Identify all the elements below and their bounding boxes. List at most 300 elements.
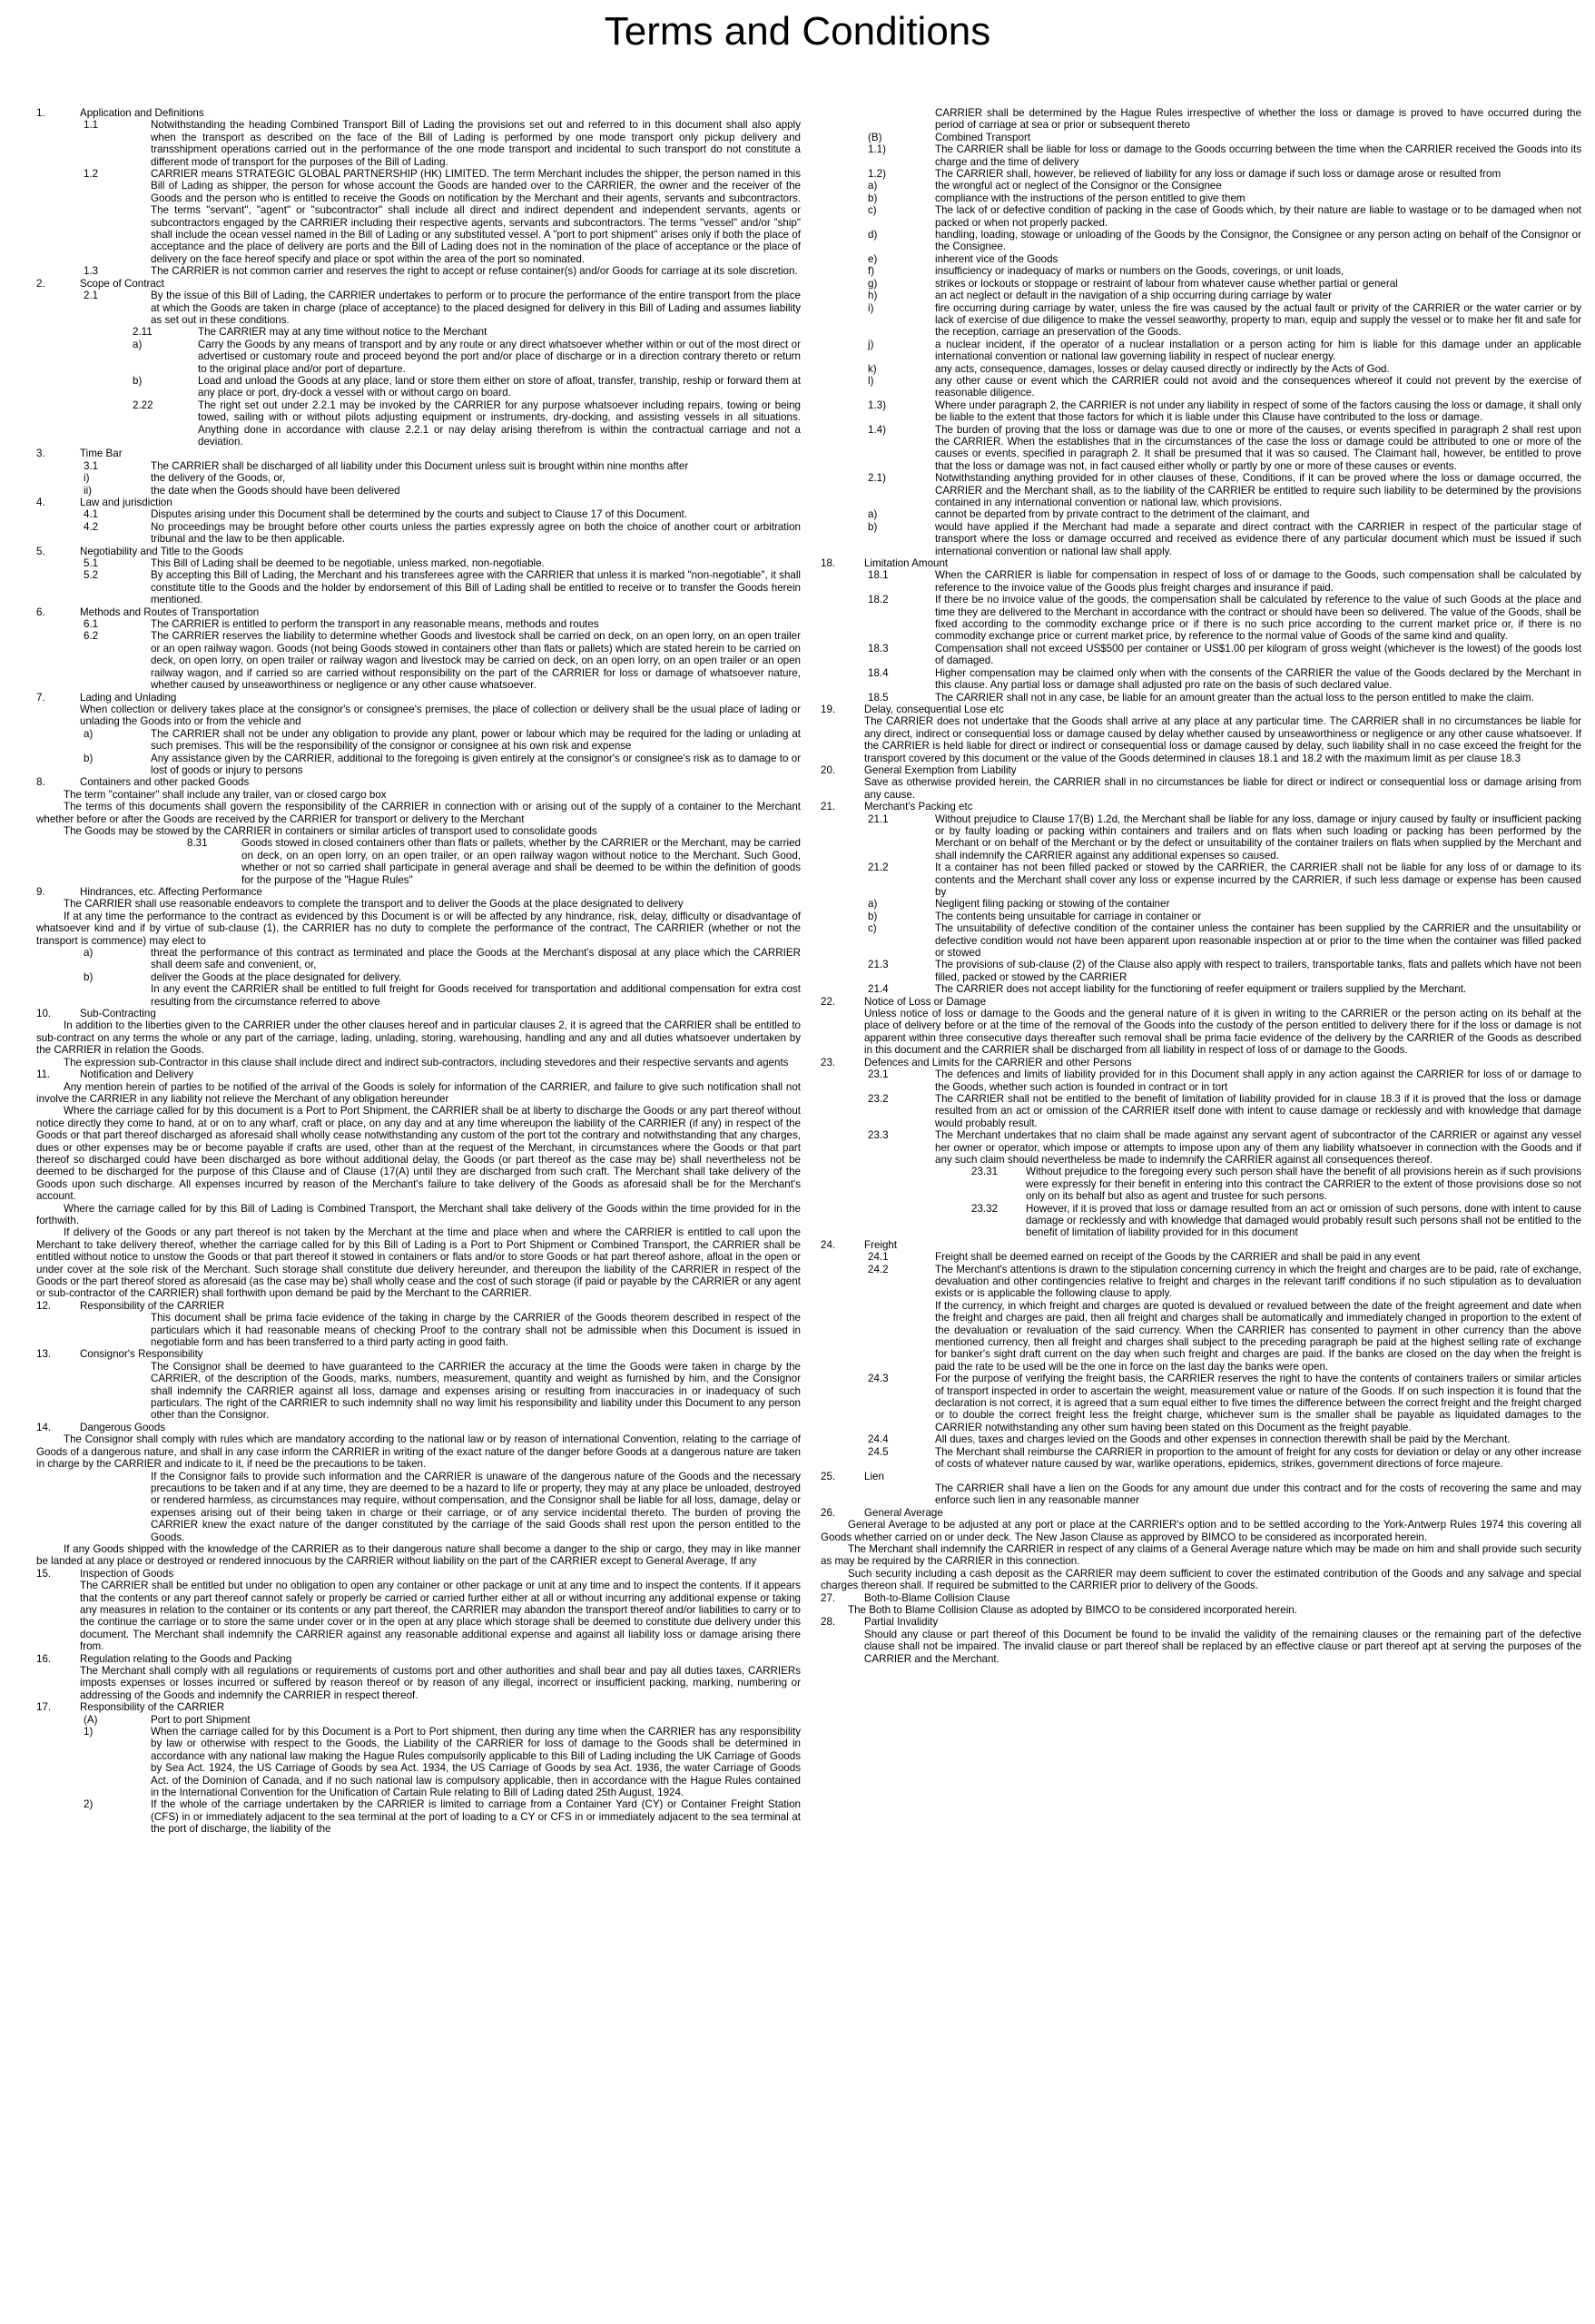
clause-number: j) <box>868 338 874 350</box>
clause-number: 6. <box>36 606 45 618</box>
clause-item <box>821 594 1581 643</box>
clause-item <box>821 1008 1581 1057</box>
clause-text: deliver the Goods at the place designated for delivery. <box>151 970 402 983</box>
clause-text: All dues, taxes and charges levied on the Goods and other expenses in connection therewith shall be paid by the Merchant. <box>935 1433 1511 1446</box>
clause-text: the wrongful act or neglect of the Consignor or the Consignee <box>935 180 1222 192</box>
clause-text: General Exemption from Liability <box>864 763 1017 776</box>
clause-text: The CARRIER shall, however, be relieved of liability for any loss or damage if such loss or damage arose or resulted from <box>935 168 1501 181</box>
clause-text: Freight <box>864 1238 898 1251</box>
clause-text: threat the performance of this contract as terminated and place the Goods at the Merchant's disposal at any place which the CARRIER shall deem safe and convenient, or, <box>151 947 801 971</box>
clause-number: 18.4 <box>868 666 889 679</box>
clause-number: b) <box>868 192 878 204</box>
clause-text: By the issue of this Bill of Lading, the CARRIER undertakes to perform or to procure the performance of the entire transport from the place at which the Goods are taken in charge (place of acceptance) to the placed designed for delivery in this Bill of Lading and assumes liability as set out in these conditions. <box>151 290 801 326</box>
clause-item <box>821 1604 1581 1616</box>
clause-text: would have applied if the Merchant had made a separate and direct contract with the CARRIER in respect of the particular stage of transport where the loss or damage occurred and received as evidence there of any particular document which must be issued if such international convention or national law shall apply. <box>935 520 1581 557</box>
clause-item <box>36 339 801 375</box>
clause-text: Should any clause or part thereof of this Document be found to be invalid the validity of the remaining clauses or the remaining part of the defective clause shall not be impaired. The invalid clause or part thereof shall be replaced by an effective clause or part thereof apt at serving the purposes of the CARRIER and the Merchant. <box>864 1628 1581 1665</box>
clause-number: 10. <box>36 1008 52 1020</box>
clause-item <box>821 290 1581 301</box>
clause-item <box>821 265 1581 277</box>
clause-number: 17. <box>36 1701 52 1714</box>
clause-text: Notwithstanding the heading Combined Transport Bill of Lading the provisions set out and referred to in this document shall also apply when the transport as described on the face of the Bill of Lading is performed by one mode transport only pickup delivery and transshipment operations carried out in the performance of the one mode transport and incidental to such transport do not constitute a different mode of transport for the purposes of the Bill of Lading. <box>151 119 801 168</box>
clause-number: g) <box>868 277 878 290</box>
clause-item <box>821 278 1581 290</box>
clause-number: 23.32 <box>971 1202 999 1215</box>
clause-text: The CARRIER does not accept liability for the functioning of reefer equipment or trailers supplied by the Merchant. <box>935 983 1467 996</box>
clause-text: The Consignor shall be deemed to have guaranteed to the CARRIER the accuracy at the time the Goods were taken in charge by the CARRIER, of the description of the Goods, marks, numbers, measurement, quantity and weight as furnished by him, and the Consignor shall indemnify the CARRIER against all loss, damage and expenses arising or resulting from inaccuracies in or inadequacy of such particulars. The right of the CARRIER to such indemnity shall no way limit his responsibility and liability under this Document to any person other than the Consignor. <box>151 1360 801 1422</box>
clause-item <box>821 801 1581 812</box>
clause-text: an act neglect or default in the navigation of a ship occurring during carriage by water <box>935 290 1332 302</box>
clause-item <box>821 1251 1581 1263</box>
clause-item <box>821 1446 1581 1471</box>
clause-text: The defences and limits of liability provided for in this Document shall apply in any action against the CARRIER for loss of or damage to the Goods, whether such action is founded in contract or in tort <box>935 1068 1581 1093</box>
clause-text: Where the carriage called for by this Bill of Lading is Combined Transport, the Merchant shall take delivery of the Goods within the time provided for in the forthwith. <box>36 1202 801 1226</box>
clause-text: However, if it is proved that loss or damage resulted from an act or omission of such persons, done with intent to cause damage or recklessly and with knowledge that damaged would probably result such persons shall not be entitled to the benefit of limitation of liability provided for in this document <box>1026 1202 1581 1239</box>
clause-text: The Merchant undertakes that no claim shall be made against any servant agent of subcontractor of the CARRIER or against any vessel her owner or operator, which impose or attempts to impose upon any of them any liability whatsoever in connection with the Goods and if any such claim should nevertheless be made to indemnify the CARRIER against all consequences thereof. <box>935 1129 1581 1166</box>
clause-text: Where under paragraph 2, the CARRIER is not under any liability in respect of some of the factors causing the loss or damage, it shall only be liable to the extent that those factors for which it is liable under this Clause have contributed to the loss or damage. <box>935 399 1581 424</box>
clause-item <box>36 1300 801 1312</box>
clause-text: The term "container" shall include any trailer, van or closed cargo box <box>64 788 387 801</box>
clause-item <box>36 692 801 704</box>
clause-item <box>821 1203 1581 1239</box>
clause-item <box>821 472 1581 508</box>
clause-text: By accepting this Bill of Lading, the Merchant and his transferees agree with the CARRIER that unless it is marked "non-negotiable", it shall constitute title to the Goods and the holder by endorsement of this Bill of Lading shall be entitled to receive or to transfer the Goods herein mentioned. <box>151 569 801 606</box>
clause-item <box>821 1568 1581 1592</box>
clause-item <box>821 1264 1581 1300</box>
clause-item <box>821 776 1581 801</box>
clause-number: b) <box>868 520 878 533</box>
clause-text: Negotiability and Title to the Goods <box>80 545 243 557</box>
clause-item <box>821 375 1581 399</box>
clause-text: The CARRIER shall not in any case, be liable for an amount greater than the actual loss to the person entitled to make the claim. <box>935 691 1534 704</box>
clause-item <box>36 753 801 777</box>
left-column <box>36 107 801 1836</box>
clause-item <box>821 557 1581 569</box>
clause-text: Application and Definitions <box>80 107 204 119</box>
clause-text: Freight shall be deemed earned on receipt of the Goods by the CARRIER and shall be paid in any event <box>935 1251 1421 1264</box>
clause-text: Sub-Contracting <box>80 1008 156 1020</box>
clause-text: If at any time the performance to the contract as evidenced by this Document is or will be affected by any hindrance, risk, delay, difficulty or disadvantage of whatsoever kind and if by virtue of sub-clause (1), the CARRIER has no duty to complete the performance of the contract, The CARRIER (whether or not the transport is commence) may elect to <box>36 910 801 947</box>
clause-text: CARRIER means STRATEGIC GLOBAL PARTNERSHIP (HK) LIMITED. The term Merchant includes the shipper, the person named in this Bill of Lading as shipper, the person for whose account the Goods are handed over to the CARRIER, the owner and the receiver of the Goods and the person who is entitled to receive the Goods on notification by the Merchant and their agents, servants and subcontractors. The terms "servant", "agent" or "subcontractor" shall include all direct and indirect dependent and independent servants, agents or subcontractors engaged by the CARRIER including their respective agents, servants and subcontractors. The terms "vessel" and/or "ship" shall include the ocean vessel named in the Bill of Lading or any substituted vessel. A "port to port shipment" arises only if both the place of acceptance and the place of delivery are ports and the Bill of Lading does not in the nomination of the place of acceptance or the place of delivery on the face hereof specify and place or spot within the area of the port so nominated. <box>151 168 801 265</box>
clause-text: No proceedings may be brought before other courts unless the parties expressly agree on both the choice of another court or arbitration tribunal and the law to be then applicable. <box>151 520 801 546</box>
clause-number: 22. <box>821 995 836 1008</box>
clause-text: If the whole of the carriage undertaken by the CARRIER is limited to carriage from a Container Yard (CY) or Container Freight Station (CFS) in or immediately adjacent to the sea terminal at the port of loading to a CY or CFS in or immediately adjacent to the sea terminal at the port of discharge, the liability of the <box>151 1798 801 1836</box>
clause-item <box>821 253 1581 265</box>
clause-number: 5.1 <box>84 557 99 570</box>
clause-text: Goods stowed in closed containers other than flats or pallets, whether by the CARRIER or the Merchant, may be carried on deck, on an open lorry, on an open trailer, or an open railway wagon without notice to the Merchant. Such Good, whether or not so carried shall participate in general average and shall be deemed to be within the definition of goods for the purpose of the "Hague Rules" <box>241 837 801 886</box>
clause-number: b) <box>84 970 94 983</box>
clause-number: 9. <box>36 886 45 898</box>
clause-item <box>36 728 801 753</box>
clause-text: The Consignor shall comply with rules which are mandatory according to the national law or by reason of international Convention, relating to the carriage of Goods of a dangerous nature, and shall in any case inform the CARRIER in writing of the exact nature of the danger before Goods at a dangerous nature are taken in charge by the CARRIER and indicate to it, if need be the precautions to be taken. <box>36 1433 801 1471</box>
clause-item <box>36 971 801 983</box>
clause-number: 26. <box>821 1506 836 1519</box>
clause-item <box>36 485 801 497</box>
clause-number: 1.1 <box>84 119 99 132</box>
clause-text: Partial Invalidity <box>864 1616 939 1629</box>
clause-item <box>36 546 801 557</box>
clause-number: b) <box>84 752 94 764</box>
clause-text: cannot be departed from by private contract to the detriment of the claimant, and <box>935 508 1310 521</box>
clause-number: f) <box>868 265 875 278</box>
clause-item <box>36 1433 801 1470</box>
clause-text: When the carriage called for by this Document is a Port to Port shipment, then during any time when the CARRIER has any responsibility by law or otherwise with respect to the Goods, the Liability of the CARRIER for loss of damage to the Goods shall be determined in accordance with any national law making the Hague Rules compulsorily applicable to this Bill of Lading including the UK Carriage of Goods by Sea Act. 1924, the US Carriage of Goods by sea Act. 1934, the US Carriage of Goods by sea Act. 1936, the water Carriage of Goods Act. of the Dominion of Canada, and if no such national law is compulsory applicable, then in accordance with the Hague Rules contained in the International Convention for the Unification of Cartain Rule relating to Bill of Lading dated 25th August, 1924. <box>151 1726 801 1799</box>
clause-item <box>36 399 801 448</box>
clause-number: 21.4 <box>868 983 889 996</box>
clause-number: 1.4) <box>868 423 886 436</box>
clause-item <box>821 1093 1581 1129</box>
clause-item <box>821 862 1581 898</box>
clause-number: 1.3) <box>868 399 886 411</box>
clause-number: 1) <box>84 1726 94 1738</box>
clause-item <box>821 180 1581 192</box>
clause-item <box>36 448 801 459</box>
clause-text: The burden of proving that the loss or damage was due to one or more of the causes, or events specified in paragraph 2 shall rest upon the CARRIER. When the establishes that in the circumstances of the case the loss or damage could be attributed to one or more of the causes or events, specified in paragraph 2. It shall be presumed that it was so caused. The Claimant hall, however, be entitled to prove that the loss or damage was not, in fact caused either wholly or partly by one or more of these causes or events. <box>935 423 1581 472</box>
clause-number: 1.2 <box>84 168 99 181</box>
clause-item <box>821 911 1581 922</box>
clause-item <box>36 521 801 546</box>
clause-item <box>36 1312 801 1348</box>
clause-text: Without prejudice to Clause 17(B) 1.2d, the Merchant shall be liable for any loss, damage or injury caused by faulty or insufficient packing or by faulty loading or packing within containers and trailers and on flats when such loading or packing has been performed by the Merchant or on behalf of the Merchant or by the defect or unsuitability of the container trailers on flats when supplied by the Merchant and shall indemnify the CARRIER against any additional expenses so caused. <box>935 812 1581 862</box>
clause-text: any other cause or event which the CARRIER could not avoid and the consequences whereof it could not prevent by the exercise of reasonable diligence. <box>935 374 1581 399</box>
clause-item <box>821 996 1581 1008</box>
clause-item <box>821 764 1581 776</box>
clause-number: 6.2 <box>84 630 99 643</box>
clause-text: In any event the CARRIER shall be entitled to full freight for Goods received for transportation and additional compensation for extra cost resulting from the circumstance referred to above <box>151 983 801 1008</box>
clause-number: k) <box>868 362 877 375</box>
clause-number: 2. <box>36 277 45 290</box>
clause-item <box>36 1714 801 1726</box>
clause-text: Load and unload the Goods at any place, land or store them either on store of afloat, transfer, tranship, reship or forward them at any place or port, dry-dock a vessel with or without cargo on board. <box>198 374 801 399</box>
clause-number: 15. <box>36 1567 52 1580</box>
clause-item <box>821 339 1581 363</box>
clause-item <box>36 704 801 728</box>
clause-number: b) <box>133 374 143 387</box>
clause-text: The CARRIER reserves the liability to determine whether Goods and livestock shall be carried on deck, on an open lorry, on an open trailer or an open railway wagon. Goods (not being Goods stowed in containers other than flats or pallets) which are stated herein to be carried on deck, on open lorry, on open trailer or railway wagon and livestock may be carried on deck, on an open lorry, on an open trailer or an open railway wagon, and if carried so are carried without responsibility on the part of the CARRIER for loss or damage of whatsoever nature, whether caused by unseaworthiness or negligence or any other cause whatsoever. <box>151 630 801 692</box>
clause-text: The CARRIER shall be discharged of all liability under this Document unless suit is brought within nine months after <box>151 459 689 472</box>
clause-text: Negligent filing packing or stowing of the container <box>935 898 1170 911</box>
clause-text: The terms of this documents shall govern the responsibility of the CARRIER in connection with or arising out of the supply of a container to the Merchant whether before or after the Goods are received by the CARRIER for transport or delivery to the Merchant <box>36 801 801 825</box>
clause-item <box>821 1507 1581 1519</box>
right-column <box>821 107 1581 1665</box>
clause-item <box>36 1057 801 1068</box>
clause-number: 8.31 <box>187 837 208 850</box>
clause-item <box>821 1068 1581 1093</box>
clause-item <box>821 569 1581 594</box>
clause-item <box>821 715 1581 764</box>
clause-text: The CARRIER does not undertake that the Goods shall arrive at any place at any particular time. The CARRIER shall in no circumstances be liable for any direct, indirect or consequential loss or damage caused by delay whether caused by unseaworthiness or negligence or any other cause whatsoever. If the CARRIER is held liable for direct or indirect or consequential loss or damage caused by delay, such liability shall in no case exceed the freight for the transport covered by this document or the value of the Goods determined in clauses 18.1 and 18.2 with the maximum limit as per clause 18.3 <box>864 715 1581 764</box>
clause-text: This document shall be prima facie evidence of the taking in charge by the CARRIER of the Goods theorem described in respect of the particulars which it had reasonable means of checking Proof to the contrary shall not be admissible when this Document is issued in negotiable form and has been transferred to a third party acting in good faith. <box>151 1312 801 1349</box>
clause-text: The Both to Blame Collision Clause as adopted by BIMCO to be considered incorporated herein. <box>848 1603 1297 1616</box>
clause-item <box>821 692 1581 704</box>
clause-number: 5.2 <box>84 569 99 582</box>
clause-text: Regulation relating to the Goods and Packing <box>80 1652 292 1665</box>
clause-text: The CARRIER shall not be under any obligation to provide any plant, power or labour which may be required for the lading or unlading at such premises. This will be the responsibility of the consignor or consignee at his own risk and expense <box>151 727 801 753</box>
clause-number: 3. <box>36 448 45 460</box>
clause-text: The right set out under 2.2.1 may be invoked by the CARRIER for any purpose whatsoever including repairs, towing or being towed, sailing with or without pilots adjusting equipment or instruments, dry-docking, and assisting vessels in all situations. Anything done in accordance with clause 2.2.1 or nay delay arising therefrom is within the contractual carriage and not a deviation. <box>198 399 801 448</box>
clause-text: When the CARRIER is liable for compensation in respect of loss of or damage to the Goods, such compensation shall be calculated by reference to the invoice value of the Goods plus freight charges and insurance if paid. <box>935 569 1581 594</box>
clause-item <box>821 922 1581 959</box>
clause-number: 18.1 <box>868 569 889 582</box>
clause-item <box>821 107 1581 132</box>
clause-text: Scope of Contract <box>80 277 164 290</box>
clause-item <box>36 1019 801 1056</box>
clause-item <box>821 302 1581 339</box>
clause-number: a) <box>84 947 94 960</box>
clause-number: 21.2 <box>868 862 889 874</box>
clause-number: 5. <box>36 545 45 557</box>
clause-number: 21.3 <box>868 959 889 971</box>
clause-item <box>821 1300 1581 1373</box>
clause-item <box>36 1471 801 1543</box>
clause-item <box>36 776 801 788</box>
clause-number: 23.31 <box>971 1166 999 1178</box>
clause-text: any acts, consequence, damages, losses or delay caused directly or indirectly by the Acts of God. <box>935 362 1390 375</box>
clause-text: The Merchant's attentions is drawn to the stipulation concerning currency in which the freight and charges are to be paid, rate of exchange, devaluation and other contingencies relative to freight and charges in the relevant tariff conditions if no such stipulation as to devaluation exists or is applicable the following clause to apply. <box>935 1263 1581 1300</box>
clause-text: handling, loading, stowage or unloading of the Goods by the Consignor, the Consignee or any person acting on behalf of the Consignor or the Consignee. <box>935 229 1581 253</box>
clause-item <box>821 643 1581 667</box>
clause-text: For the purpose of verifying the freight basis, the CARRIER reserves the right to have the contents of containers trailers or similar articles of transport inspected in order to ascertain the weight, measurement value or nature of the Goods. If on such inspection it is found that the declaration is not correct, it is agreed that a sum equal either to five times the difference between the correct freight and the freight charged or to double the correct freight less the freight charge, whichever sum is the smaller shall be payable as liquidated damages to the CARRIER notwithstanding any other sum having been stated on this Document as the freight payable. <box>935 1373 1581 1433</box>
clause-item <box>821 424 1581 473</box>
clause-number: 19. <box>821 703 836 715</box>
clause-number: 27. <box>821 1591 836 1604</box>
page-title: Terms and Conditions <box>604 9 991 54</box>
clause-item <box>36 1008 801 1019</box>
clause-number: e) <box>868 252 878 265</box>
clause-text: Law and jurisdiction <box>80 497 172 508</box>
clause-number: 18.2 <box>868 594 889 606</box>
clause-text: CARRIER shall be determined by the Hague Rules irrespective of whether the loss or damage is proved to have occurred during the period of carriage at sea or prior or subsequent thereto <box>935 107 1581 132</box>
clause-text: The CARRIER shall be liable for loss or damage to the Goods occurring between the time when the CARRIER received the Goods into its charge and the time of delivery <box>935 143 1581 168</box>
clause-text: If any Goods shipped with the knowledge of the CARRIER as to their dangerous nature shall become a danger to the ship or cargo, they may in like manner be landed at any place or destroyed or rendered innocuous by the CARRIER without liability on the part of the CARRIER except to General Average, If any <box>36 1542 801 1568</box>
clause-text: Without prejudice to the foregoing every such person shall have the benefit of all provisions herein as if such provisions were expressly for their benefit in entering into this contract the CARRIER to the extent of those provisions dose so not only on its behalf but also as agent and trustee for such persons. <box>1026 1166 1581 1203</box>
clause-number: 21. <box>821 801 836 813</box>
clause-number: 14. <box>36 1421 52 1433</box>
clause-item <box>36 1798 801 1835</box>
clause-text: If the currency, in which freight and charges are quoted is devalued or revalued between the date of the freight agreement and date when the freight and charges are paid, then all freight and charges shall be automatically and immediately changed in proportion to the extent of the devaluation or revaluation of the said currency. When the CARRIER has consented to payment in other currency than the above mentioned currency, then all freight and charges shall subject to the preceding paragraph be paid at the highest selling rate of exchange for banker's sight draft current on the day when such freight and charges are paid. If the banks are closed on the day when the freight is paid the rate to be used will be the one in force on the last day the banks were open. <box>935 1299 1581 1373</box>
clause-number: 12. <box>36 1299 52 1312</box>
clause-number: 2.1) <box>868 472 886 485</box>
clause-item <box>821 143 1581 168</box>
clause-item <box>36 947 801 971</box>
clause-text: The Merchant shall indemnify the CARRIER in respect of any claims of a General Average nature which may be made on him and shall provide such security as may be required by the CARRIER in this connection. <box>821 1542 1581 1568</box>
clause-item <box>36 825 801 837</box>
clause-text: Compensation shall not exceed US$500 per container or US$1.00 per kilogram of gross weight (whichever is the lowest) of the goods lost of damaged. <box>935 642 1581 667</box>
clause-item <box>36 119 801 168</box>
clause-number: 24. <box>821 1238 836 1251</box>
clause-text: The contents being unsuitable for carriage in container or <box>935 910 1202 922</box>
clause-text: fire occurring during carriage by water, unless the fire was caused by the actual fault or privity of the CARRIER or the water carrier or by lack of exercise of due diligence to make the vessel seaworthy, property to man, equip and supply the vessel or to make her fit and safe for the reception, carriage an preservation of the Goods. <box>935 301 1581 339</box>
clause-number: 8. <box>36 776 45 789</box>
clause-number: 6.1 <box>84 618 99 631</box>
clause-number: l) <box>868 374 874 387</box>
clause-text: Dangerous Goods <box>80 1421 166 1433</box>
clause-text: Hindrances, etc. Affecting Performance <box>80 886 262 898</box>
clause-number: 4.1 <box>84 508 99 521</box>
clause-item <box>36 107 801 119</box>
clause-item <box>821 1482 1581 1507</box>
clause-text: The CARRIER shall be entitled but under no obligation to open any container or other package or unit at any time and to inspect the contents. If it appears that the contents or any part thereof cannot safely or properly be carried or carried further either at all or without incurring any additional expense or taking any measures in relation to the container or its contents or any part thereof, the CARRIER may abandon the transport thereof and/or liabilities to carry or to the continue the carriage or to store the same under cover or in the open at any place which storage shall be deemed to constitute due delivery under this document. The Merchant shall indemnify the CARRIER against any reasonable additional expense and against all liability loss or damage arising there from. <box>80 1580 801 1653</box>
clause-number: 21.1 <box>868 812 889 825</box>
clause-text: Containers and other packed Goods <box>80 776 250 789</box>
clause-number: c) <box>868 204 877 217</box>
clause-item <box>36 1580 801 1652</box>
clause-text: insufficiency or inadequacy of marks or numbers on the Goods, coverings, or unit loads, <box>935 265 1344 278</box>
clause-item <box>36 1348 801 1360</box>
clause-number: 13. <box>36 1348 52 1361</box>
clause-item <box>821 1543 1581 1568</box>
clause-item <box>821 192 1581 204</box>
clause-item <box>36 801 801 825</box>
clause-text: Limitation Amount <box>864 557 949 570</box>
clause-number: a) <box>868 898 878 911</box>
clause-text: When collection or delivery takes place at the consignor's or consignee's premises, the place of collection or delivery shall be the usual place of lading or unlading the Goods into or from the vehicle and <box>80 703 801 728</box>
clause-item <box>36 569 801 606</box>
clause-item <box>821 667 1581 692</box>
clause-item <box>821 813 1581 862</box>
clause-number: 23. <box>821 1056 836 1068</box>
clause-text: The unsuitability of defective condition of the container unless the container has been supplied by the CARRIER and the unsuitability or defective condition would not have been apparent upon reasonable inspection at or prior to the time when the container was filled packed or stowed <box>935 922 1581 960</box>
clause-text: It a container has not been filled packed or stowed by the CARRIER, the CARRIER shall not be liable for any loss of or damage to its contents and the Merchant shall cover any loss or expense incurred by the CARRIER, if such less damage or expense has been caused by <box>935 862 1581 898</box>
clause-item <box>821 1629 1581 1665</box>
clause-item <box>36 630 801 691</box>
clause-number: 24.3 <box>868 1373 889 1385</box>
clause-number: 25. <box>821 1470 836 1482</box>
clause-text: Save as otherwise provided herein, the CARRIER shall in no circumstances be liable for direct or indirect or consequential loss or damage arising from any cause. <box>864 776 1581 801</box>
clause-item <box>36 1665 801 1701</box>
clause-number: 18. <box>821 557 836 570</box>
clause-item <box>36 557 801 569</box>
clause-item <box>36 278 801 290</box>
clause-text: the date when the Goods should have been delivered <box>151 484 400 497</box>
clause-item <box>821 1373 1581 1433</box>
clause-number: 24.5 <box>868 1445 889 1458</box>
clause-text: Time Bar <box>80 448 123 460</box>
clause-text: The CARRIER is not common carrier and reserves the right to accept or refuse container(s) and/or Goods for carriage at its sole discretion. <box>151 265 798 278</box>
clause-item <box>36 508 801 520</box>
clause-number: a) <box>133 338 143 350</box>
clause-item <box>821 399 1581 424</box>
clause-item <box>821 1166 1581 1202</box>
clause-number: 18.5 <box>868 691 889 704</box>
clause-item <box>36 789 801 801</box>
clause-item <box>36 1543 801 1568</box>
clause-text: Where the carriage called for by this document is a Port to Port Shipment, the CARRIER shall be at liberty to discharge the Goods or any part thereof without notice directly they come to hand, at or on to any wharf, craft or place, on any day and at any time whereupon the liability of the CARRIER (if any) in respect of the Goods or that part thereof discharged as aforesaid shall wholly cease notwithstanding any custom of the port tot the contrary and notwithstanding that any charges, dues or other expenses may be or become payable if crafts are used, other than at the request of the Merchant, in circumstances where the Goods or that part thereof so discharged could have been discharged as bore without additional delay, the Goods (or part thereof as the case may be) shall nevertheless not be deemed to be discharged for the purpose of this Clause and of Clause (17(A) until they are discharged from such craft. The Merchant shall take delivery of the Goods upon such discharge. All expenses incurred by reason of the Merchant's failure to take delivery of the Goods as aforesaid shall be for the Merchant's account. <box>36 1105 801 1203</box>
clause-number: h) <box>868 290 878 302</box>
clause-item <box>821 508 1581 520</box>
clause-item <box>36 1226 801 1299</box>
clause-item <box>36 1068 801 1080</box>
clause-text: The CARRIER shall use reasonable endeavors to complete the transport and to deliver the Goods at the place designated to delivery <box>64 898 684 911</box>
clause-item <box>821 521 1581 557</box>
clause-text: The CARRIER is entitled to perform the transport in any reasonable means, methods and routes <box>151 618 599 631</box>
clause-item <box>821 983 1581 995</box>
clause-number: 1. <box>36 107 45 119</box>
clause-text: Combined Transport <box>935 131 1031 143</box>
clause-item <box>36 168 801 265</box>
clause-text: The Goods may be stowed by the CARRIER in containers or similar articles of transport used to consolidate goods <box>64 824 597 837</box>
clause-text: Disputes arising under this Document shall be determined by the courts and subject to Clause 17 of this Document. <box>151 508 687 521</box>
clause-item <box>36 1081 801 1106</box>
clause-number: c) <box>868 922 877 935</box>
clause-item <box>821 1519 1581 1543</box>
clause-number: 2.1 <box>84 290 99 302</box>
clause-number: 7. <box>36 691 45 704</box>
clause-text: Delay, consequential Lose etc <box>864 703 1004 715</box>
clause-item <box>36 265 801 277</box>
clause-item <box>821 1057 1581 1068</box>
clause-item <box>36 290 801 326</box>
clause-item <box>821 1592 1581 1604</box>
clause-item <box>36 1422 801 1433</box>
clause-number: 4.2 <box>84 520 99 533</box>
clause-number: 24.2 <box>868 1263 889 1275</box>
clause-text: Lien <box>864 1470 884 1482</box>
clause-number: (A) <box>84 1713 98 1726</box>
clause-item <box>36 1105 801 1202</box>
clause-text: inherent vice of the Goods <box>935 252 1058 265</box>
clause-text: Consignor's Responsibility <box>80 1348 203 1361</box>
clause-text: Notification and Delivery <box>80 1068 194 1081</box>
clause-text: Responsibility of the CARRIER <box>80 1299 225 1312</box>
clause-number: 2.22 <box>133 399 153 411</box>
clause-number: 24.4 <box>868 1433 889 1446</box>
clause-number: 23.2 <box>868 1092 889 1105</box>
clause-number: i) <box>868 301 874 314</box>
clause-item <box>36 375 801 399</box>
clause-item <box>36 1568 801 1580</box>
clause-number: 2) <box>84 1798 94 1811</box>
clause-item <box>821 1471 1581 1482</box>
clause-text: Higher compensation may be claimed only when with the consents of the CARRIER the value of the Goods declared by the Merchant in this clause. Any partial loss or damage shall adjusted pro rate on the basis of such declared value. <box>935 666 1581 692</box>
clause-item <box>821 704 1581 715</box>
clause-number: 23.3 <box>868 1129 889 1142</box>
clause-number: d) <box>868 229 878 241</box>
clause-text: The CARRIER may at any time without notice to the Merchant <box>198 326 487 339</box>
clause-item <box>36 886 801 898</box>
clause-item <box>821 1433 1581 1445</box>
clause-number: i) <box>84 472 90 485</box>
clause-text: In addition to the liberties given to the CARRIER under the other clauses hereof and in particular clauses 2, it is agreed that the CARRIER shall be entitled to sub-contract on any terms the whole or any part of the carriage, lading, unlading, storing, warehousing, handling and any and all duties whatsoever undertaken by the CARRIER in relation the Goods. <box>36 1019 801 1057</box>
clause-number: 28. <box>821 1616 836 1629</box>
clause-text: The Merchant shall comply with all regulations or requirements of customs port and other authorities and shall bear and pay all duties taxes, CARRIERs imposts expenses or losses incurred or suffered by reason thereof or by reason of any illegal, incorrect or insufficient packing, marking, numbering or addressing of the Goods and indemnify the CARRIER in respect thereof. <box>80 1665 801 1701</box>
clause-text: a nuclear incident, if the operator of a nuclear installation or a person acting for him is liable for this damage under an applicable international convention or national law governing liability in respect of nuclear energy. <box>935 338 1581 363</box>
clause-number: 23.1 <box>868 1068 889 1081</box>
clause-number: 11. <box>36 1068 51 1081</box>
clause-item <box>36 606 801 618</box>
clause-item <box>36 898 801 910</box>
clause-item <box>36 1653 801 1665</box>
clause-text: Inspection of Goods <box>80 1567 174 1580</box>
clause-item <box>36 497 801 508</box>
clause-number: 1.3 <box>84 265 99 278</box>
clause-item <box>36 460 801 472</box>
clause-text: The CARRIER shall have a lien on the Goods for any amount due under this contract and for the costs of recovering the same and may enforce such lien in any reasonable manner <box>935 1482 1581 1507</box>
clause-text: The provisions of sub-clause (2) of the Clause also apply with respect to trailers, transportable tanks, flats and pallets which have not been filled, packed or stowed by the CARRIER <box>935 959 1581 983</box>
clause-item <box>821 168 1581 180</box>
clause-text: The expression sub-Contractor in this clause shall include direct and indirect sub-contractors, including stevedores and their respective servants and agents <box>64 1056 789 1068</box>
clause-text: Merchant's Packing etc <box>864 801 973 813</box>
clause-number: 3.1 <box>84 459 99 472</box>
clause-item <box>36 618 801 630</box>
clause-text: If there be no invoice value of the goods, the compensation shall be calculated by reference to the value of such Goods at the place and time they are delivered to the Merchant in accordance with the contract or should have been so delivered. The value of the Goods, shall be fixed according to the commodity exchange price or if there is no such price according to the current market price or, if there is no commodity exchange price or current market price, by reference to the normal value of Goods of the same kind and quality. <box>935 594 1581 643</box>
clause-number: ii) <box>84 484 93 497</box>
clause-number: 24.1 <box>868 1251 889 1264</box>
clause-text: Defences and Limits for the CARRIER and other Persons <box>864 1056 1132 1068</box>
clause-item <box>36 326 801 338</box>
clause-number: a) <box>868 508 878 521</box>
clause-item <box>36 472 801 484</box>
